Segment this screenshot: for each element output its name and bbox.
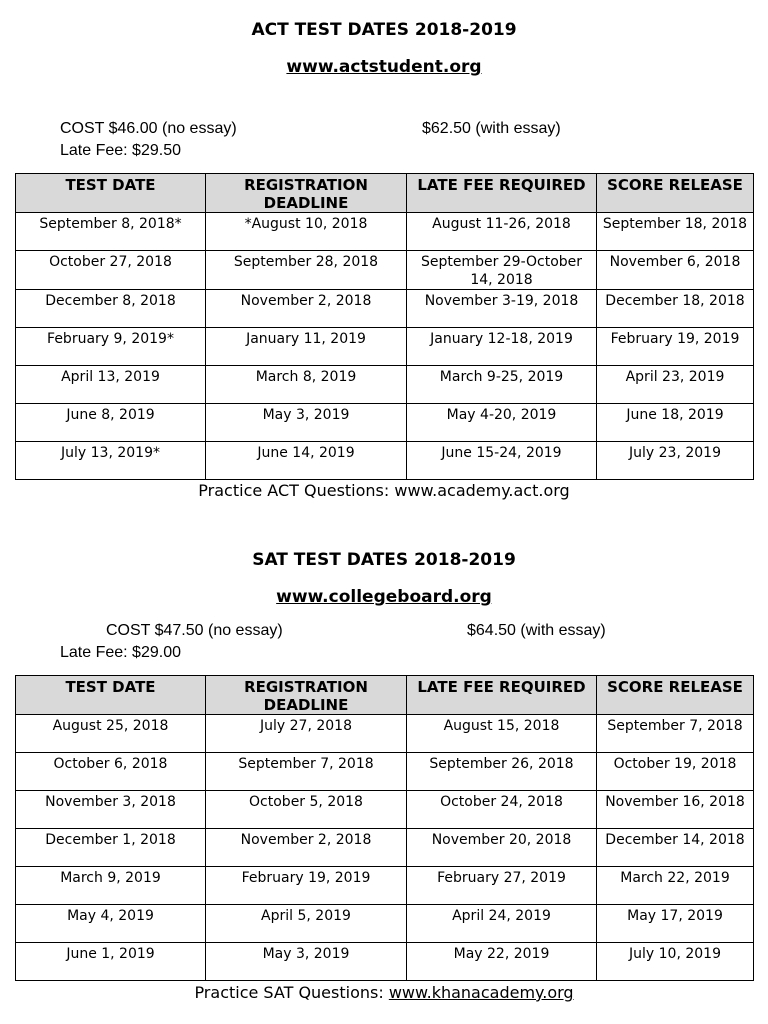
table-row <box>16 829 754 867</box>
score-release-cell: November 6, 2018 <box>597 251 754 290</box>
sat-practice-label: Practice SAT Questions: <box>194 983 389 1002</box>
score-release-cell: September 7, 2018 <box>597 715 754 753</box>
score-release-cell: December 14, 2018 <box>597 829 754 867</box>
header-score-release: SCORE RELEASE <box>597 676 754 715</box>
registration-deadline-cell: January 11, 2019 <box>206 328 407 366</box>
late-fee-cell: October 24, 2018 <box>407 791 597 829</box>
table-row <box>16 753 754 791</box>
registration-deadline-cell: *August 10, 2018 <box>206 213 407 251</box>
table-row <box>16 404 754 442</box>
registration-deadline-cell: September 7, 2018 <box>206 753 407 791</box>
late-fee-cell: January 12-18, 2019 <box>407 328 597 366</box>
score-release-cell: May 17, 2019 <box>597 905 754 943</box>
score-release-cell: July 23, 2019 <box>597 442 754 480</box>
act-practice-label: Practice ACT Questions: <box>198 481 395 500</box>
test-date-cell: October 27, 2018 <box>16 251 206 290</box>
table-row <box>16 213 754 251</box>
score-release-cell: June 18, 2019 <box>597 404 754 442</box>
registration-deadline-cell: October 5, 2018 <box>206 791 407 829</box>
late-fee-cell: August 15, 2018 <box>407 715 597 753</box>
registration-deadline-cell: June 14, 2019 <box>206 442 407 480</box>
test-date-cell: April 13, 2019 <box>16 366 206 404</box>
act-late-fee: Late Fee: $29.50 <box>60 142 181 159</box>
test-date-cell: July 13, 2019* <box>16 442 206 480</box>
sat-cost-no-essay: COST $47.50 (no essay) <box>106 622 283 639</box>
sat-late-fee: Late Fee: $29.00 <box>60 644 181 661</box>
registration-deadline-cell: November 2, 2018 <box>206 829 407 867</box>
test-date-cell: November 3, 2018 <box>16 791 206 829</box>
late-fee-cell: November 3-19, 2018 <box>407 290 597 328</box>
sat-practice-link[interactable]: www.khanacademy.org <box>388 983 574 1002</box>
test-date-cell: June 8, 2019 <box>16 404 206 442</box>
score-release-cell: September 18, 2018 <box>597 213 754 251</box>
test-date-cell: June 1, 2019 <box>16 943 206 981</box>
late-fee-cell: June 15-24, 2019 <box>407 442 597 480</box>
score-release-cell: March 22, 2019 <box>597 867 754 905</box>
test-date-cell: October 6, 2018 <box>16 753 206 791</box>
test-date-cell: March 9, 2019 <box>16 867 206 905</box>
registration-deadline-cell: April 5, 2019 <box>206 905 407 943</box>
table-header-row <box>16 174 754 213</box>
header-registration-deadline: REGISTRATION DEADLINE <box>206 174 407 213</box>
late-fee-cell: August 11-26, 2018 <box>407 213 597 251</box>
score-release-cell: October 19, 2018 <box>597 753 754 791</box>
late-fee-cell: February 27, 2019 <box>407 867 597 905</box>
registration-deadline-cell: May 3, 2019 <box>206 943 407 981</box>
header-late-fee-required: LATE FEE REQUIRED <box>407 174 597 213</box>
act-dates-table <box>15 173 754 480</box>
table-row <box>16 943 754 981</box>
act-practice-link[interactable]: www.academy.act.org <box>394 481 570 500</box>
test-date-cell: December 8, 2018 <box>16 290 206 328</box>
late-fee-cell: September 26, 2018 <box>407 753 597 791</box>
late-fee-cell: April 24, 2019 <box>407 905 597 943</box>
sat-cost-with-essay: $64.50 (with essay) <box>467 622 606 639</box>
late-fee-cell: May 4-20, 2019 <box>407 404 597 442</box>
late-fee-cell: May 22, 2019 <box>407 943 597 981</box>
test-date-cell: August 25, 2018 <box>16 715 206 753</box>
late-fee-cell: November 20, 2018 <box>407 829 597 867</box>
test-date-cell: December 1, 2018 <box>16 829 206 867</box>
header-score-release: SCORE RELEASE <box>597 174 754 213</box>
table-row <box>16 791 754 829</box>
test-date-cell: September 8, 2018* <box>16 213 206 251</box>
score-release-cell: April 23, 2019 <box>597 366 754 404</box>
registration-deadline-cell: November 2, 2018 <box>206 290 407 328</box>
table-row <box>16 715 754 753</box>
header-test-date: TEST DATE <box>16 174 206 213</box>
table-row <box>16 290 754 328</box>
score-release-cell: February 19, 2019 <box>597 328 754 366</box>
registration-deadline-cell: September 28, 2018 <box>206 251 407 290</box>
table-header-row <box>16 676 754 715</box>
registration-deadline-cell: May 3, 2019 <box>206 404 407 442</box>
table-row <box>16 251 754 290</box>
act-practice-line <box>0 481 768 500</box>
test-date-cell: May 4, 2019 <box>16 905 206 943</box>
score-release-cell: November 16, 2018 <box>597 791 754 829</box>
table-row <box>16 366 754 404</box>
score-release-cell: July 10, 2019 <box>597 943 754 981</box>
sat-website-link[interactable]: www.collegeboard.org <box>276 587 492 607</box>
test-date-cell: February 9, 2019* <box>16 328 206 366</box>
header-test-date: TEST DATE <box>16 676 206 715</box>
late-fee-cell: March 9-25, 2019 <box>407 366 597 404</box>
table-row <box>16 867 754 905</box>
table-row <box>16 905 754 943</box>
late-fee-cell: September 29-October 14, 2018 <box>407 251 597 290</box>
registration-deadline-cell: March 8, 2019 <box>206 366 407 404</box>
table-row <box>16 442 754 480</box>
table-row <box>16 328 754 366</box>
header-registration-deadline: REGISTRATION DEADLINE <box>206 676 407 715</box>
header-late-fee-required: LATE FEE REQUIRED <box>407 676 597 715</box>
sat-title: SAT TEST DATES 2018-2019 <box>252 550 516 570</box>
sat-practice-line <box>0 983 768 1002</box>
sat-dates-table <box>15 675 754 981</box>
registration-deadline-cell: February 19, 2019 <box>206 867 407 905</box>
registration-deadline-cell: July 27, 2018 <box>206 715 407 753</box>
score-release-cell: December 18, 2018 <box>597 290 754 328</box>
act-website-link[interactable]: www.actstudent.org <box>286 57 482 77</box>
act-title: ACT TEST DATES 2018-2019 <box>251 20 517 40</box>
act-cost-no-essay: COST $46.00 (no essay) <box>60 120 237 137</box>
act-cost-with-essay: $62.50 (with essay) <box>422 120 561 137</box>
